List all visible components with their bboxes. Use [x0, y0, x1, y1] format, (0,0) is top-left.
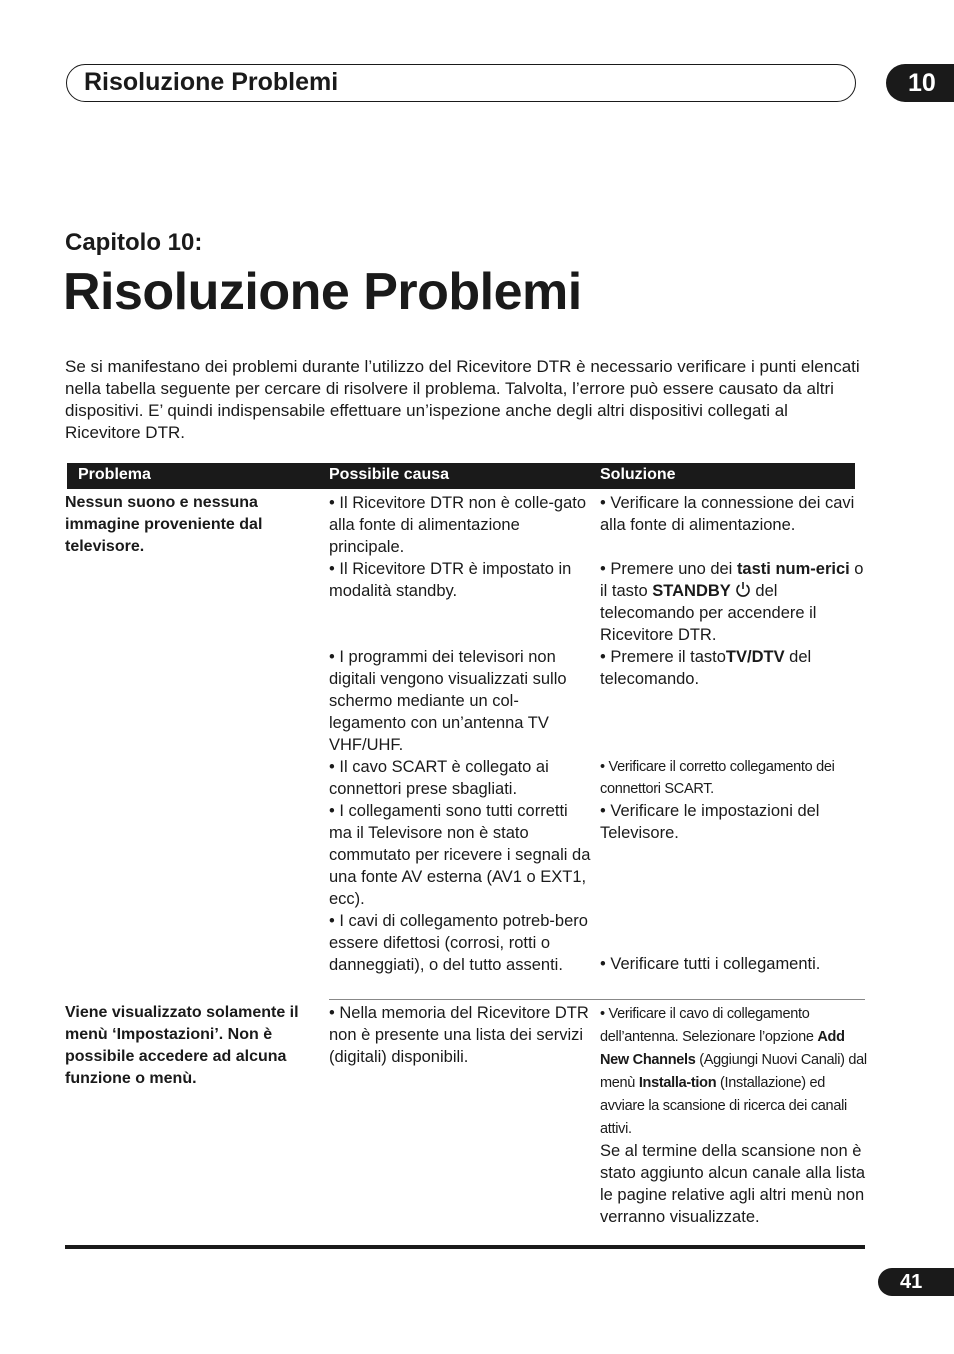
solution-item: • Verificare la connessione dei cavi alla fonte di alimentazione. — [600, 494, 855, 534]
solution-item: • Verificare le impostazioni del Televisore. — [600, 802, 820, 842]
solution-text: del telecomando. — [600, 648, 812, 688]
power-icon — [735, 581, 751, 597]
section-title: Risoluzione Problemi — [84, 68, 339, 96]
header-possibile-causa: Possibile causa — [329, 466, 450, 483]
chapter-label: Capitolo 10: — [65, 229, 203, 256]
solution-item — [600, 646, 872, 690]
solution-text: Se al termine della scansione non è stato aggiunto alcun canale alla lista le pagine relative agli altri menù non verranno visualizzate. — [600, 1142, 866, 1226]
solution-item: • Verificare tutti i collegamenti. — [600, 955, 821, 973]
troubleshooting-table — [65, 463, 865, 1232]
cause-item: • Il Ricevitore DTR è impostato in modalità standby. — [329, 560, 572, 600]
header-soluzione: Soluzione — [600, 466, 676, 483]
table-row — [65, 492, 865, 1002]
solution-text: • Premere il tasto — [600, 648, 726, 666]
chapter-number-tab: 10 — [886, 64, 954, 102]
solution-bold-text: Installa-tion — [638, 1075, 717, 1091]
solution-item — [600, 558, 872, 646]
row-divider — [329, 999, 865, 1000]
problem-cell: Viene visualizzato solamente il menù ‘Impostazioni’. Non è possibile accedere ad alcuna funzione o menù. — [65, 1004, 299, 1087]
page-number: 41 — [878, 1268, 954, 1296]
solution-text: (Installazione) ed avviare la scansione di ricerca dei canali attivi. — [600, 1075, 847, 1137]
cause-item: • I cavi di collegamento potreb-bero essere difettosi (corrosi, rotti o danneggiati), o del tutto assenti. — [329, 912, 588, 974]
solution-cell — [600, 1002, 872, 1228]
cause-cell — [329, 492, 591, 602]
cause-item: • Il cavo SCART è collegato ai connettori prese sbagliati. — [329, 758, 549, 798]
problem-cell: Nessun suono e nessuna immagine proveniente dal televisore. — [65, 494, 263, 555]
solution-bold-text: tasti num-erici — [736, 560, 850, 578]
table-row — [65, 1002, 865, 1232]
solution-text: • Verificare il cavo di collegamento dell’antenna. Selezionare l’opzione — [600, 1006, 818, 1045]
cause-item: • I programmi dei televisori non digitali vengono visualizzati sullo schermo mediante un col-legamento con un’antenna TV VHF/UHF. — [329, 648, 567, 754]
intro-paragraph: Se si manifestano dei problemi durante l’utilizzo del Ricevitore DTR è necessario verificare i punti elencati nella tabella seguente per cercare di risolvere il problema. Talvolta, l’errore può essere causato da altri dispositivi. E’ quindi indispensabile effettuare un’ispezione anche degli altri dispositivi collegati al Ricevitore DTR. — [65, 357, 860, 442]
cause-item: • I collegamenti sono tutti corretti ma il Televisore non è stato commutato per ricevere i segnali da una fonte AV esterna (AV1 o EXT1, ecc). — [329, 802, 591, 908]
bottom-rule — [65, 1245, 865, 1249]
header-problema: Problema — [78, 466, 151, 483]
solution-text: • Premere uno dei — [600, 560, 737, 578]
solution-bold-text: TV/DTV — [725, 648, 785, 666]
cause-item: • Il Ricevitore DTR non è colle-gato alla fonte di alimentazione principale. — [329, 494, 587, 556]
solution-bold-text: Add New Channels — [600, 1029, 845, 1068]
solution-text: o il tasto — [600, 560, 864, 600]
cause-cell: • Nella memoria del Ricevitore DTR non è presente una lista dei servizi (digitali) disponibili. — [329, 1004, 589, 1066]
solution-bold-text: STANDBY — [652, 582, 731, 600]
solution-text: del telecomando per accendere il Ricevitore DTR. — [600, 582, 817, 644]
cause-cell — [329, 646, 591, 976]
page-title: Risoluzione Problemi — [63, 263, 582, 321]
solution-item: • Verificare il corretto collegamento dei connettori SCART. — [600, 759, 835, 797]
table-header — [67, 463, 855, 489]
solution-text: (Aggiungi Nuovi Canali) dal menù — [600, 1052, 867, 1091]
